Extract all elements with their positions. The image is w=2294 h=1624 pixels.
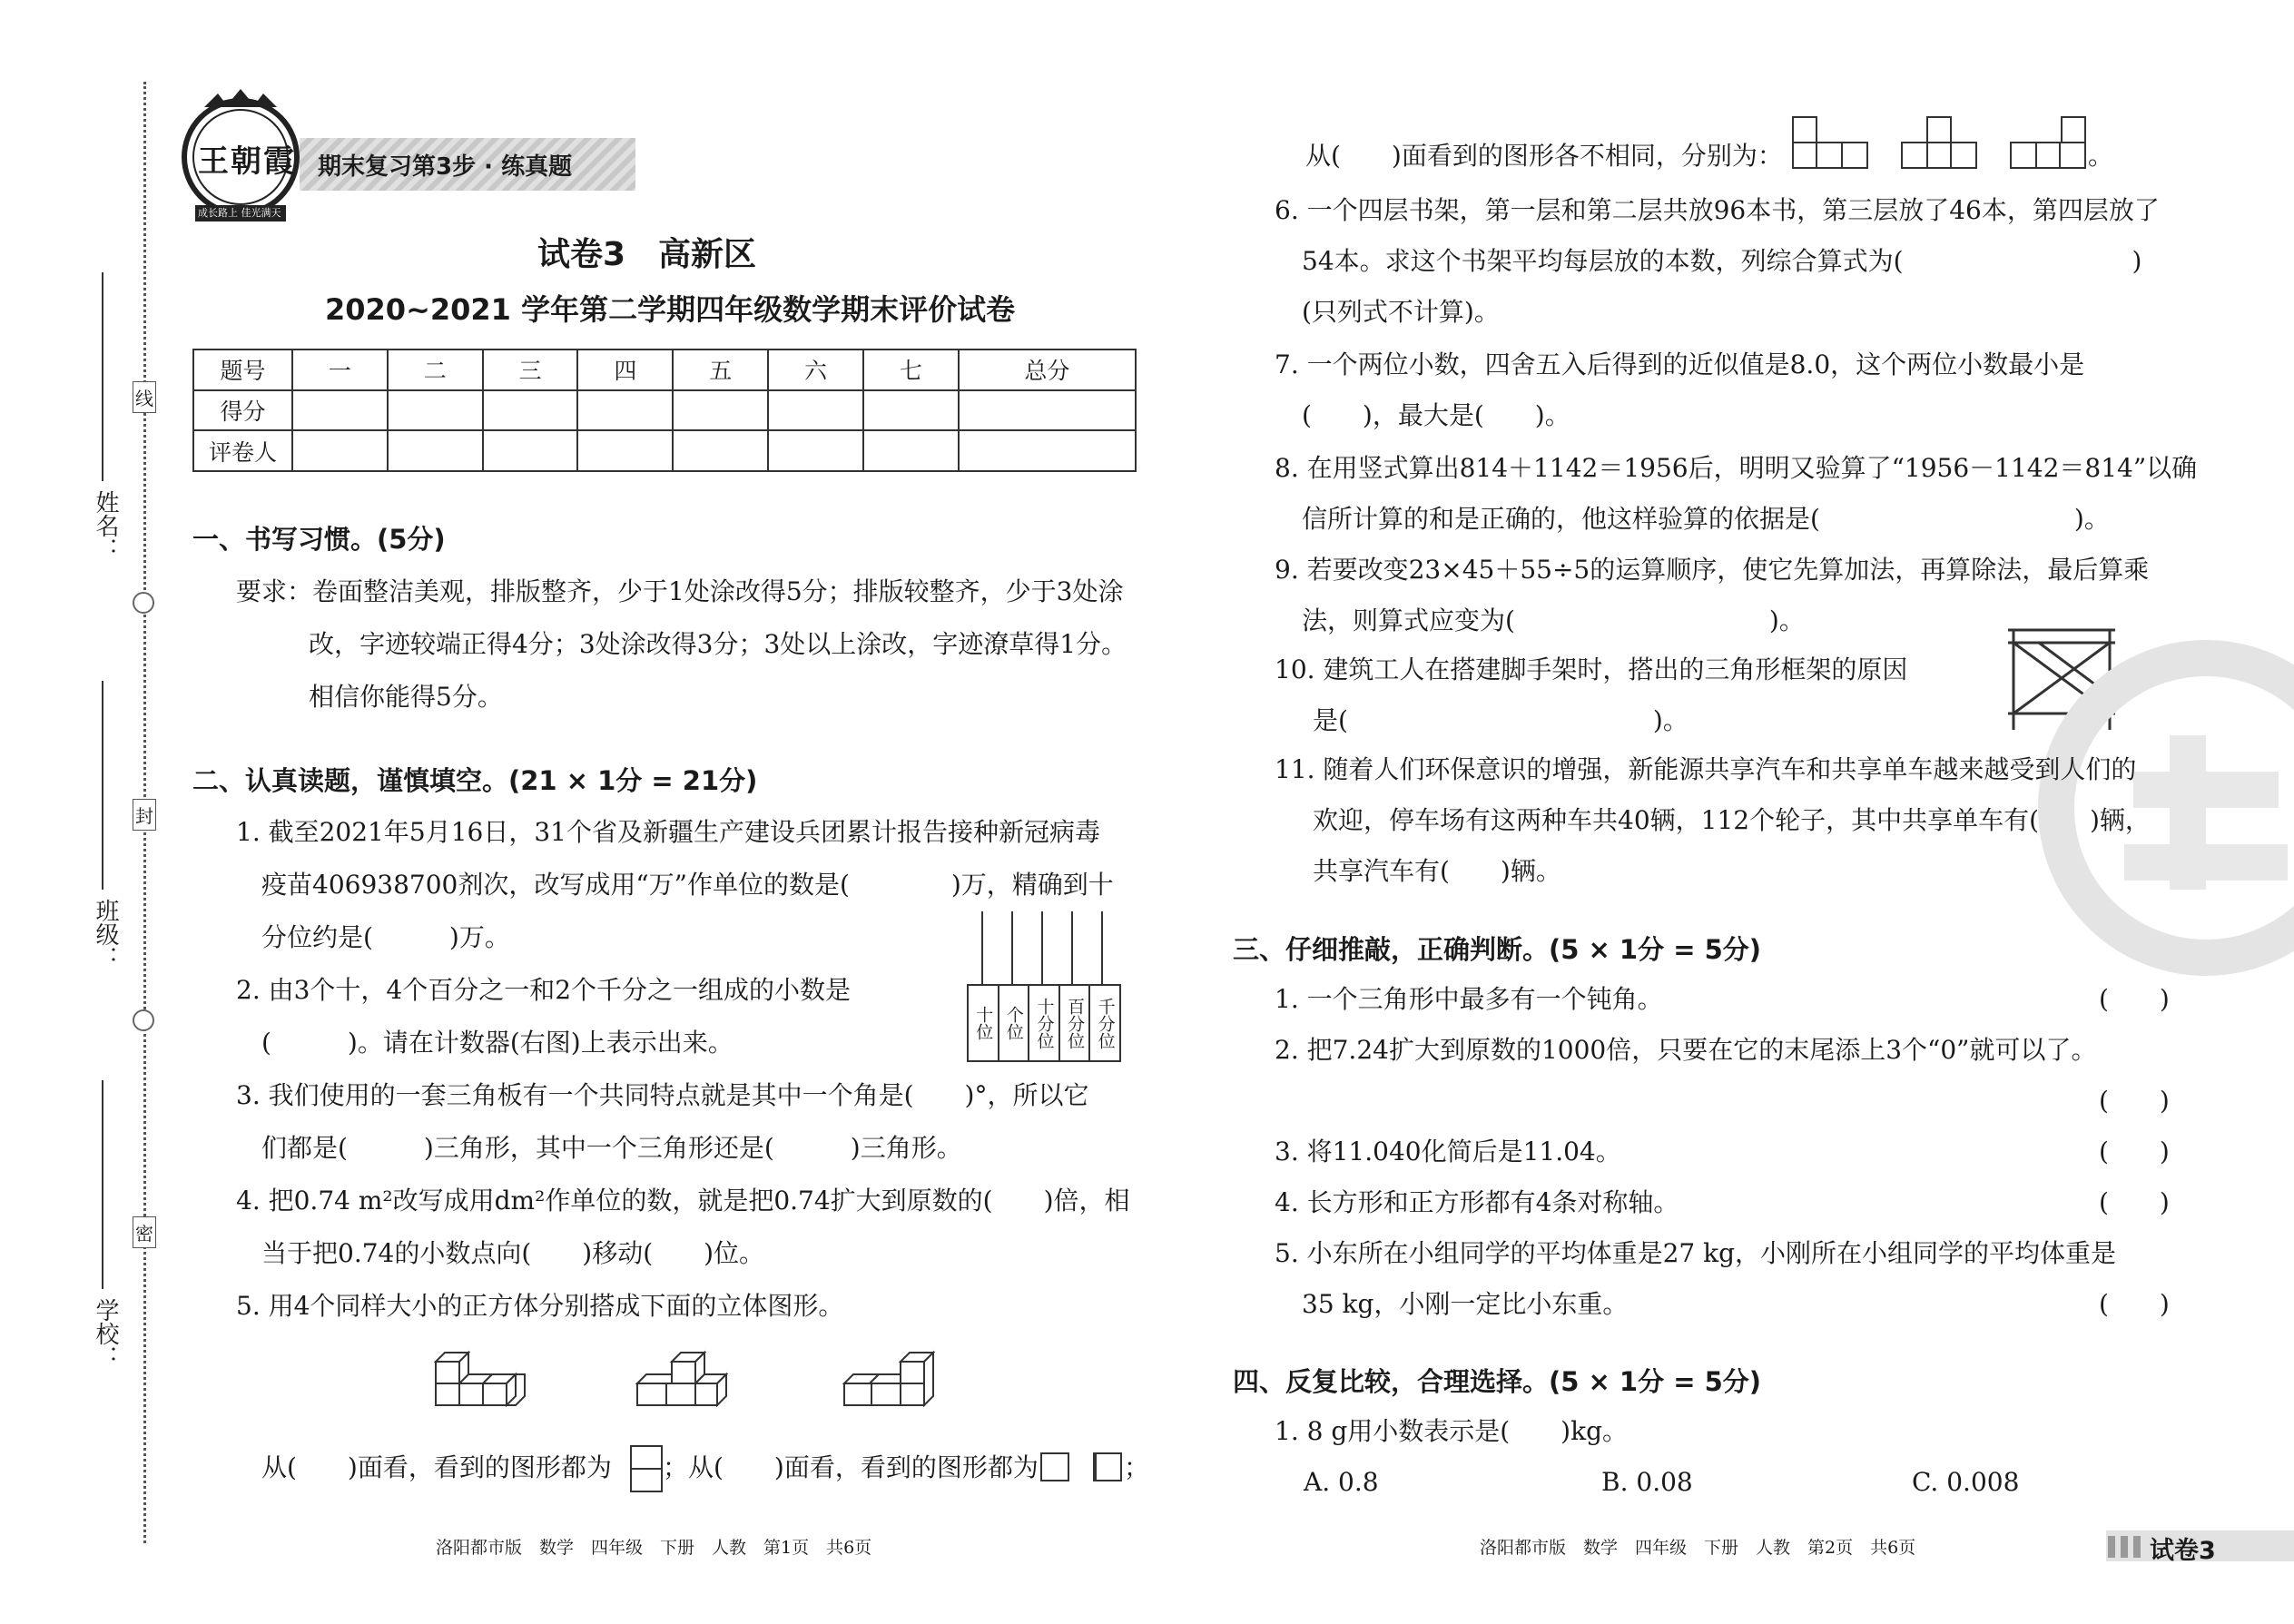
score-row xyxy=(193,390,1136,431)
grader-cell[interactable] xyxy=(673,430,768,471)
score-cell[interactable] xyxy=(388,390,483,431)
side-view-shape-1 xyxy=(1792,142,1868,169)
side-view-shape-2 xyxy=(1926,116,1952,143)
question-2-2-line: ( )。请在计数器(右图)上表示出来。 xyxy=(261,1028,733,1058)
banner-label: 期末复习第3步 · 练真题 xyxy=(318,153,573,181)
judge-item-5-cont: 35 kg，小刚一定比小东重。 xyxy=(1302,1289,1629,1319)
judge-paren[interactable]: ( ) xyxy=(2099,1086,2170,1116)
grader-cell[interactable] xyxy=(768,430,863,471)
score-header-cell: 题号 xyxy=(193,349,292,390)
question-2-5-end: ； xyxy=(1124,1452,1150,1482)
grader-row xyxy=(193,430,1136,471)
judge-item-4: 4. 长方形和正方形都有4条对称轴。 xyxy=(1275,1187,1679,1217)
cube-figure-1 xyxy=(434,1342,536,1407)
score-table xyxy=(192,349,1137,472)
score-cell[interactable] xyxy=(959,390,1136,431)
school-label: 学校： xyxy=(92,1298,119,1369)
logo-text: 王朝霞 xyxy=(198,143,296,180)
section-1-line: 要求：卷面整洁美观，排版整齐，少于1处涂改得5分；排版较整齐，少于3处涂 xyxy=(236,576,1124,606)
question-2-10-line: 10. 建筑工人在搭建脚手架时，搭出的三角形框架的原因 xyxy=(1275,655,1908,684)
score-cell[interactable] xyxy=(483,390,578,431)
judge-item-1: 1. 一个三角形中最多有一个钝角。 xyxy=(1275,984,1663,1014)
question-2-3-line: 们都是( )三角形，其中一个三角形还是( )三角形。 xyxy=(261,1133,962,1163)
judge-paren[interactable]: ( ) xyxy=(2099,984,2170,1014)
paper-subtitle: 2020~2021 学年第二学期四年级数学期末评价试卷 xyxy=(325,292,1016,327)
judge-paren[interactable]: ( ) xyxy=(2099,1289,2170,1319)
question-2-7-line: ( )，最大是( )。 xyxy=(1302,400,1570,430)
school-field[interactable] xyxy=(102,1080,103,1289)
answer-shape-three-row-cell xyxy=(1095,1452,1122,1481)
question-2-11-line: 11. 随着人们环保意识的增强，新能源共享汽车和共享单车越来越受到人们的 xyxy=(1275,754,2137,784)
abacus-label: 百分位 xyxy=(1060,986,1091,1060)
question-2-8-line: 8. 在用竖式算出814＋1142＝1956后，明明又验算了“1956－1142＝814”以确 xyxy=(1275,453,2198,483)
judge-item-3: 3. 将11.040化简后是11.04。 xyxy=(1275,1137,1621,1166)
question-2-4-line: 4. 把0.74 m²改写成用dm²作单位的数，就是把0.74扩大到原数的( )倍，相 xyxy=(236,1186,1130,1216)
choice-option-b[interactable]: B. 0.08 xyxy=(1601,1467,1693,1497)
choice-question-1: 1. 8 g用小数表示是( )kg。 xyxy=(1275,1416,1628,1446)
class-field[interactable] xyxy=(102,681,103,890)
question-2-3-line: 3. 我们使用的一套三角板有一个共同特点就是其中一个角是( )°，所以它 xyxy=(236,1080,1089,1110)
question-2-6-line: 54本。求这个书架平均每层放的本数，列综合算式为( ) xyxy=(1302,246,2142,276)
side-view-shape-2 xyxy=(1901,142,1977,169)
question-2-10-line: 是( )。 xyxy=(1313,705,1689,735)
question-2-6-line: (只列式不计算)。 xyxy=(1302,297,1500,327)
question-2-9-line: 9. 若要改变23×45＋55÷5的运算顺序，使它先算加法，再算除法，最后算乘 xyxy=(1275,555,2150,585)
abacus[interactable] xyxy=(965,911,1119,1060)
binding-mark-seal: 封 xyxy=(133,799,156,831)
score-header-cell: 总分 xyxy=(959,349,1136,390)
footer-tag: 试卷3 xyxy=(2150,1537,2216,1565)
abacus-label: 个位 xyxy=(999,986,1030,1060)
footer-page-2: 洛阳都市版 数学 四年级 下册 人教 第2页 共6页 xyxy=(1480,1538,1916,1558)
section-1-line: 相信你能得5分。 xyxy=(309,682,503,712)
section-2-title: 二、认真读题，谨慎填空。(21 × 1分 = 21分) xyxy=(192,765,758,796)
answer-shape-three-row-cell xyxy=(1068,1452,1095,1481)
score-header-cell: 二 xyxy=(388,349,483,390)
shape-divider xyxy=(2035,142,2037,169)
grader-cell[interactable] xyxy=(863,430,959,471)
judge-paren[interactable]: ( ) xyxy=(2099,1137,2170,1166)
cube-figure-2 xyxy=(635,1342,737,1407)
score-cell[interactable] xyxy=(768,390,863,431)
grader-row-label: 评卷人 xyxy=(193,430,292,471)
answer-shape-divider xyxy=(630,1468,663,1470)
score-header-cell: 六 xyxy=(768,349,863,390)
class-label: 班级： xyxy=(92,899,119,969)
question-2-9-line: 法，则算式应变为( )。 xyxy=(1302,605,1805,635)
question-2-1-line: 分位约是( )万。 xyxy=(261,922,510,952)
judge-item-2: 2. 把7.24扩大到原数的1000倍，只要在它的末尾添上3个“0”就可以了。 xyxy=(1275,1035,2097,1065)
grader-cell[interactable] xyxy=(483,430,578,471)
footer-page-1: 洛阳都市版 数学 四年级 下册 人教 第1页 共6页 xyxy=(436,1538,872,1558)
section-3-title: 三、仔细推敲，正确判断。(5 × 1分 = 5分) xyxy=(1233,934,1762,965)
binding-mark-secret: 密 xyxy=(133,1216,156,1248)
name-field[interactable] xyxy=(102,272,103,481)
score-cell[interactable] xyxy=(673,390,768,431)
question-2-8-line: 信所计算的和是正确的，他这样验算的依据是( )。 xyxy=(1302,504,2110,534)
score-cell[interactable] xyxy=(863,390,959,431)
shape-divider xyxy=(1841,142,1843,169)
question-2-1-line: 1. 截至2021年5月16日，31个省及新疆生产建设兵团累计报告接种新冠病毒 xyxy=(236,817,1100,847)
side-view-shape-1 xyxy=(1792,116,1817,143)
section-1-line: 改，字迹较端正得4分；3处涂改得3分；3处以上涂改，字迹潦草得1分。 xyxy=(309,629,1127,659)
question-2-11-line: 欢迎，停车场有这两种车共40辆，112个轮子，其中共享单车有( )辆， xyxy=(1313,805,2151,835)
logo-subtext: 成长路上 佳光满天 xyxy=(198,207,281,219)
question-2-4-line: 当于把0.74的小数点向( )移动( )位。 xyxy=(261,1238,765,1268)
question-2-5-view-b: ；从( )面看，看到的图形都为 xyxy=(663,1452,1039,1482)
judge-item-5: 5. 小东所在小组同学的平均体重是27 kg，小刚所在小组同学的平均体重是 xyxy=(1275,1238,2117,1268)
score-header-cell: 五 xyxy=(673,349,768,390)
binding-hole-2 xyxy=(133,1009,154,1031)
score-cell[interactable] xyxy=(577,390,673,431)
question-2-5-view-a: 从( )面看，看到的图形都为 xyxy=(261,1452,612,1482)
section-4-title: 四、反复比较，合理选择。(5 × 1分 = 5分) xyxy=(1233,1366,1762,1397)
score-table-header-row xyxy=(193,349,1136,390)
question-2-5-cont: 从( )面看到的图形各不相同，分别为： xyxy=(1305,141,1783,171)
shape-divider xyxy=(1950,142,1952,169)
question-2-5-line: 5. 用4个同样大小的正方体分别搭成下面的立体图形。 xyxy=(236,1291,844,1321)
choice-option-a[interactable]: A. 0.8 xyxy=(1304,1467,1379,1497)
abacus-label: 十位 xyxy=(969,986,999,1060)
section-1-title: 一、书写习惯。(5分) xyxy=(192,524,446,555)
side-view-shape-3 xyxy=(2061,116,2086,143)
score-cell[interactable] xyxy=(292,390,388,431)
question-2-6-line: 6. 一个四层书架，第一层和第二层共放96本书，第三层放了46本，第四层放了 xyxy=(1275,195,2160,225)
shape-divider xyxy=(1816,142,1817,169)
shape-divider xyxy=(1926,142,1928,169)
cube-figure-3 xyxy=(842,1342,944,1407)
grader-cell[interactable] xyxy=(959,430,1136,471)
grader-cell[interactable] xyxy=(577,430,673,471)
grader-cell[interactable] xyxy=(388,430,483,471)
abacus-label: 十分位 xyxy=(1029,986,1060,1060)
paper-title: 试卷3 高新区 xyxy=(537,236,757,273)
question-2-11-line: 共享汽车有( )辆。 xyxy=(1313,856,1561,886)
judge-paren[interactable]: ( ) xyxy=(2099,1187,2170,1217)
question-2-5-cont-end: 。 xyxy=(2088,141,2114,171)
side-view-shape-3 xyxy=(2010,142,2086,169)
abacus-label: 千分位 xyxy=(1095,997,1116,1049)
question-2-2-line: 2. 由3个十，4个百分之一和2个千分之一组成的小数是 xyxy=(236,975,852,1005)
grader-cell[interactable] xyxy=(292,430,388,471)
name-label: 姓名： xyxy=(92,490,119,561)
binding-hole-1 xyxy=(133,592,154,614)
score-header-cell: 一 xyxy=(292,349,388,390)
choice-option-c[interactable]: C. 0.008 xyxy=(1912,1467,2020,1497)
question-2-1-line: 疫苗406938700剂次，改写成用“万”作单位的数是( )万，精确到十 xyxy=(261,870,1114,900)
shape-divider xyxy=(2059,142,2061,169)
score-header-cell: 七 xyxy=(863,349,959,390)
binding-mark-line: 线 xyxy=(133,381,156,413)
footer-tag-blocks xyxy=(2108,1536,2144,1558)
question-2-7-line: 7. 一个两位小数，四舍五入后得到的近似值是8.0，这个两位小数最小是 xyxy=(1275,349,2085,379)
score-header-cell: 三 xyxy=(483,349,578,390)
score-row-label: 得分 xyxy=(193,390,292,431)
score-header-cell: 四 xyxy=(577,349,673,390)
